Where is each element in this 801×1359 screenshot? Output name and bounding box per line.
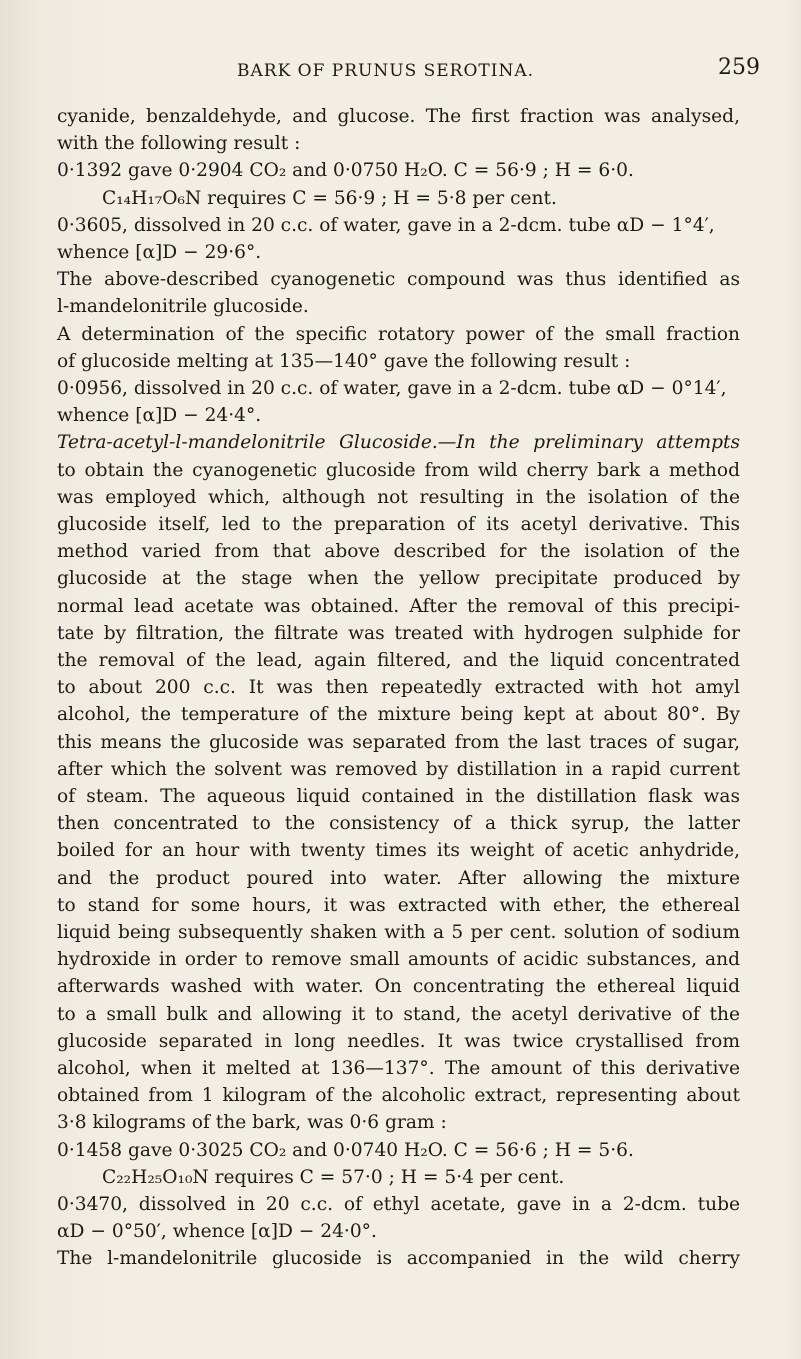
text-line: tate by filtration, the filtrate was treated with hydrogen sulphide for (57, 622, 740, 644)
text-line: αD − 0°50′, whence [α]D − 24·0°. (57, 1221, 377, 1243)
text-line: whence [α]D − 29·6°. (57, 242, 262, 263)
text-line: hydroxide in order to remove small amounts of acidic substances, and (57, 949, 740, 971)
text-line: then concentrated to the consistency of a thick syrup, the latter (57, 813, 740, 835)
text-line: glucoside itself, led to the preparation of its acetyl derivative. This (57, 514, 740, 535)
text-line: this means the glucoside was separated from the last traces of sugar, (57, 731, 740, 753)
text-line: of glucoside melting at 135—140° gave the following result : (57, 350, 631, 372)
text-line: and the product poured into water. After allowing the mixture (57, 867, 740, 889)
section-heading-line: Tetra-acetyl-l-mandelonitrile Glucoside.—In the preliminary attempts (57, 432, 740, 454)
text-line: 0·1392 gave 0·2904 CO₂ and 0·0750 H₂O. C = 56·9 ; H = 6·0. (57, 160, 634, 182)
text-line: 0·1458 gave 0·3025 CO₂ and 0·0740 H₂O. C = 56·6 ; H = 5·6. (57, 1139, 634, 1161)
text-line: The above-described cyanogenetic compound was thus identified as (57, 269, 740, 291)
text-line: after which the solvent was removed by distillation in a rapid current (57, 758, 740, 780)
text-line: to a small bulk and allowing it to stand, the acetyl derivative of the (57, 1003, 740, 1025)
text-line: boiled for an hour with twenty times its weight of acetic anhydride, (57, 840, 740, 862)
text-line: glucoside at the stage when the yellow precipitate produced by (57, 568, 740, 590)
text-line: cyanide, benzaldehyde, and glucose. The first fraction was analysed, (57, 106, 740, 127)
text-line: to about 200 c.c. It was then repeatedly extracted with hot amyl (57, 677, 740, 699)
text-line: alcohol, when it melted at 136—137°. The amount of this derivative (57, 1058, 740, 1079)
text-line: 0·0956, dissolved in 20 c.c. of water, gave in a 2-dcm. tube αD − 0°14′, (57, 378, 727, 399)
text-line: to stand for some hours, it was extracted with ether, the ethereal (57, 894, 740, 916)
page-header (0, 55, 801, 85)
text-line: of steam. The aqueous liquid contained in the distillation flask was (57, 786, 740, 807)
text-line: to obtain the cyanogenetic glucoside from wild cherry bark a method (57, 459, 740, 481)
text-line: afterwards washed with water. On concentrating the ethereal liquid (57, 976, 740, 998)
text-line: The l-mandelonitrile glucoside is accompanied in the wild cherry (57, 1248, 740, 1270)
text-line: 3·8 kilograms of the bark, was 0·6 gram : (57, 1112, 447, 1134)
text-line: 0·3470, dissolved in 20 c.c. of ethyl acetate, gave in a 2-dcm. tube (57, 1194, 740, 1215)
page-number: 259 (718, 55, 760, 80)
text-line: C₁₄H₁₇O₆N requires C = 56·9 ; H = 5·8 per cent. (102, 187, 557, 209)
text-line: l-mandelonitrile glucoside. (57, 296, 309, 318)
text-line: glucoside separated in long needles. It was twice crystallised from (57, 1030, 740, 1052)
text-line: with the following result : (57, 133, 301, 155)
text-line: liquid being subsequently shaken with a 5 per cent. solution of sodium (57, 922, 740, 943)
text-line: the removal of the lead, again filtered, and the liquid concentrated (57, 650, 740, 671)
text-line: alcohol, the temperature of the mixture being kept at about 80°. By (57, 704, 740, 726)
text-line: A determination of the specific rotatory power of the small fraction (57, 323, 740, 345)
running-title: BARK OF PRUNUS SEROTINA. (237, 61, 535, 81)
text-line: was employed which, although not resulting in the isolation of the (57, 486, 740, 508)
text-line: obtained from 1 kilogram of the alcoholic extract, representing about (57, 1085, 740, 1107)
text-line: normal lead acetate was obtained. After the removal of this precipi- (57, 595, 740, 617)
text-line: method varied from that above described for the isolation of the (57, 541, 740, 563)
text-line: C₂₂H₂₅O₁₀N requires C = 57·0 ; H = 5·4 per cent. (102, 1166, 565, 1188)
text-line: 0·3605, dissolved in 20 c.c. of water, gave in a 2-dcm. tube αD − 1°4′, (57, 214, 715, 236)
text-line: whence [α]D − 24·4°. (57, 405, 262, 427)
